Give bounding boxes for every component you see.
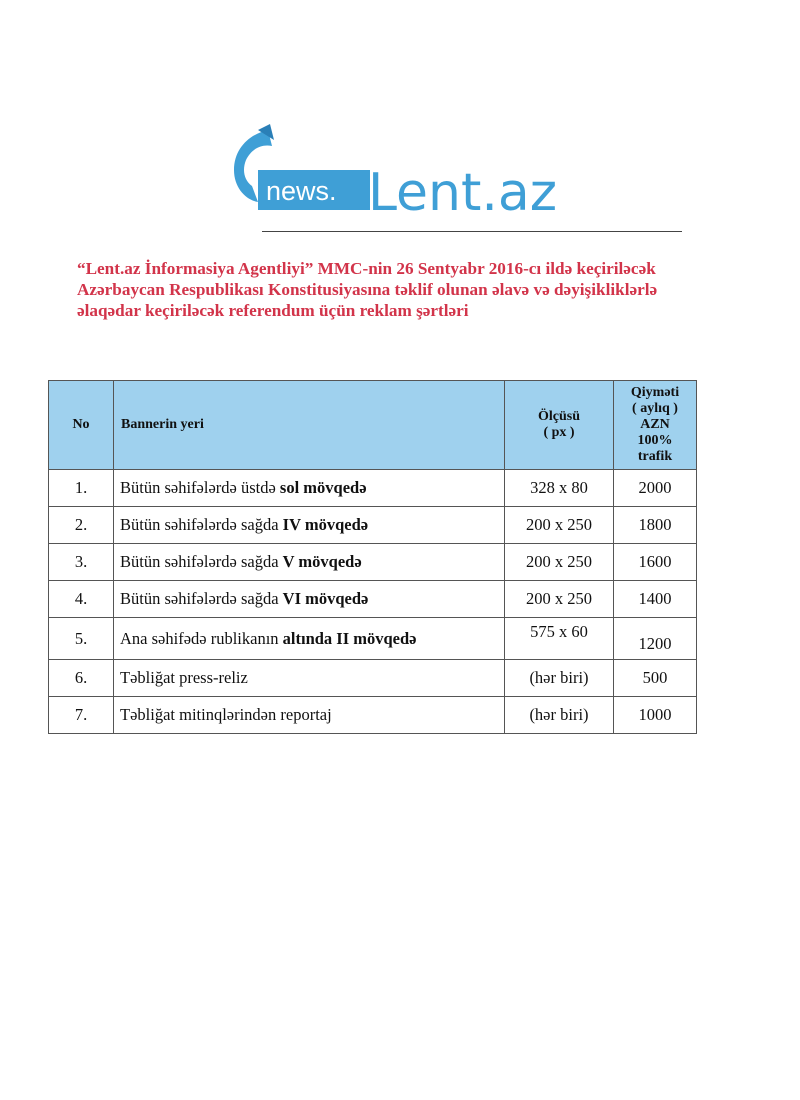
advertising-rates-table <box>48 380 697 734</box>
table-row <box>49 660 697 697</box>
place-text: Təbliğat mitinqlərindən reportaj <box>120 705 332 724</box>
title-line-2: Azərbaycan Respublikası Konstitusiyasına təklif olunan əlavə və dəyişikliklərlə <box>77 280 658 299</box>
header-size <box>505 381 614 470</box>
row-number: 6. <box>49 660 114 697</box>
row-price: 1400 <box>614 581 697 618</box>
row-size: (hər biri) <box>505 697 614 734</box>
title-line-1: “Lent.az İnformasiya Agentliyi” MMC-nin 26 Sentyabr 2016-cı ildə keçiriləcək <box>77 259 656 278</box>
place-text: Bütün səhifələrdə sağda <box>120 515 283 534</box>
header-no: No <box>49 381 114 470</box>
place-position: IV mövqedə <box>282 515 369 534</box>
row-number: 4. <box>49 581 114 618</box>
place-position: altında II mövqedə <box>282 628 417 648</box>
row-price: 1200 <box>614 618 697 660</box>
header-price-percent: 100% <box>637 433 673 448</box>
table-header-row <box>49 381 697 470</box>
row-price: 2000 <box>614 470 697 507</box>
header-size-label: Ölçüsü <box>537 409 580 424</box>
row-banner-place <box>114 544 505 581</box>
row-size: 200 x 250 <box>505 544 614 581</box>
place-position: V mövqedə <box>282 552 362 571</box>
row-number: 3. <box>49 544 114 581</box>
logo-graphic <box>228 124 568 220</box>
row-price: 1000 <box>614 697 697 734</box>
header-price-label: Qiyməti <box>630 385 680 400</box>
place-position: sol mövqedə <box>279 478 367 497</box>
row-size: 575 x 60 <box>505 618 614 660</box>
row-price: 1600 <box>614 544 697 581</box>
header-size-unit: ( px ) <box>543 425 575 440</box>
header-price <box>614 381 697 470</box>
row-price: 1800 <box>614 507 697 544</box>
title-line-3: əlaqədar keçiriləcək referendum üçün reklam şərtləri <box>77 301 469 320</box>
table-row <box>49 581 697 618</box>
table-row <box>49 507 697 544</box>
logo-brand: Lent.az <box>368 163 558 220</box>
row-number: 5. <box>49 618 114 660</box>
table-row <box>49 470 697 507</box>
row-banner-place <box>114 507 505 544</box>
row-banner-place <box>114 660 505 697</box>
place-text: Bütün səhifələrdə sağda <box>120 552 283 571</box>
table-row <box>49 544 697 581</box>
lent-az-logo <box>228 124 568 220</box>
row-banner-place <box>114 470 505 507</box>
row-price: 500 <box>614 660 697 697</box>
row-size: 328 x 80 <box>505 470 614 507</box>
row-number: 2. <box>49 507 114 544</box>
header-banner-place: Bannerin yeri <box>114 381 505 470</box>
document-title <box>77 258 727 321</box>
place-text: Bütün səhifələrdə sağda <box>120 589 283 608</box>
place-text: Ana səhifədə rublikanın <box>120 628 283 648</box>
row-banner-place <box>114 697 505 734</box>
row-banner-place <box>114 581 505 618</box>
header-price-period: ( aylıq ) <box>632 401 678 416</box>
header-price-traffic: trafik <box>637 449 673 464</box>
logo-prefix: news. <box>266 176 337 206</box>
row-number: 7. <box>49 697 114 734</box>
place-text: Təbliğat press-reliz <box>120 668 248 687</box>
row-size: (hər biri) <box>505 660 614 697</box>
table-row <box>49 618 697 660</box>
row-banner-place <box>114 618 505 660</box>
row-size: 200 x 250 <box>505 507 614 544</box>
table-row <box>49 697 697 734</box>
place-position: VI mövqedə <box>282 589 369 608</box>
row-number: 1. <box>49 470 114 507</box>
header-divider <box>262 231 682 232</box>
place-text: Bütün səhifələrdə üstdə <box>120 478 280 497</box>
header-price-currency: AZN <box>640 417 670 432</box>
row-size: 200 x 250 <box>505 581 614 618</box>
